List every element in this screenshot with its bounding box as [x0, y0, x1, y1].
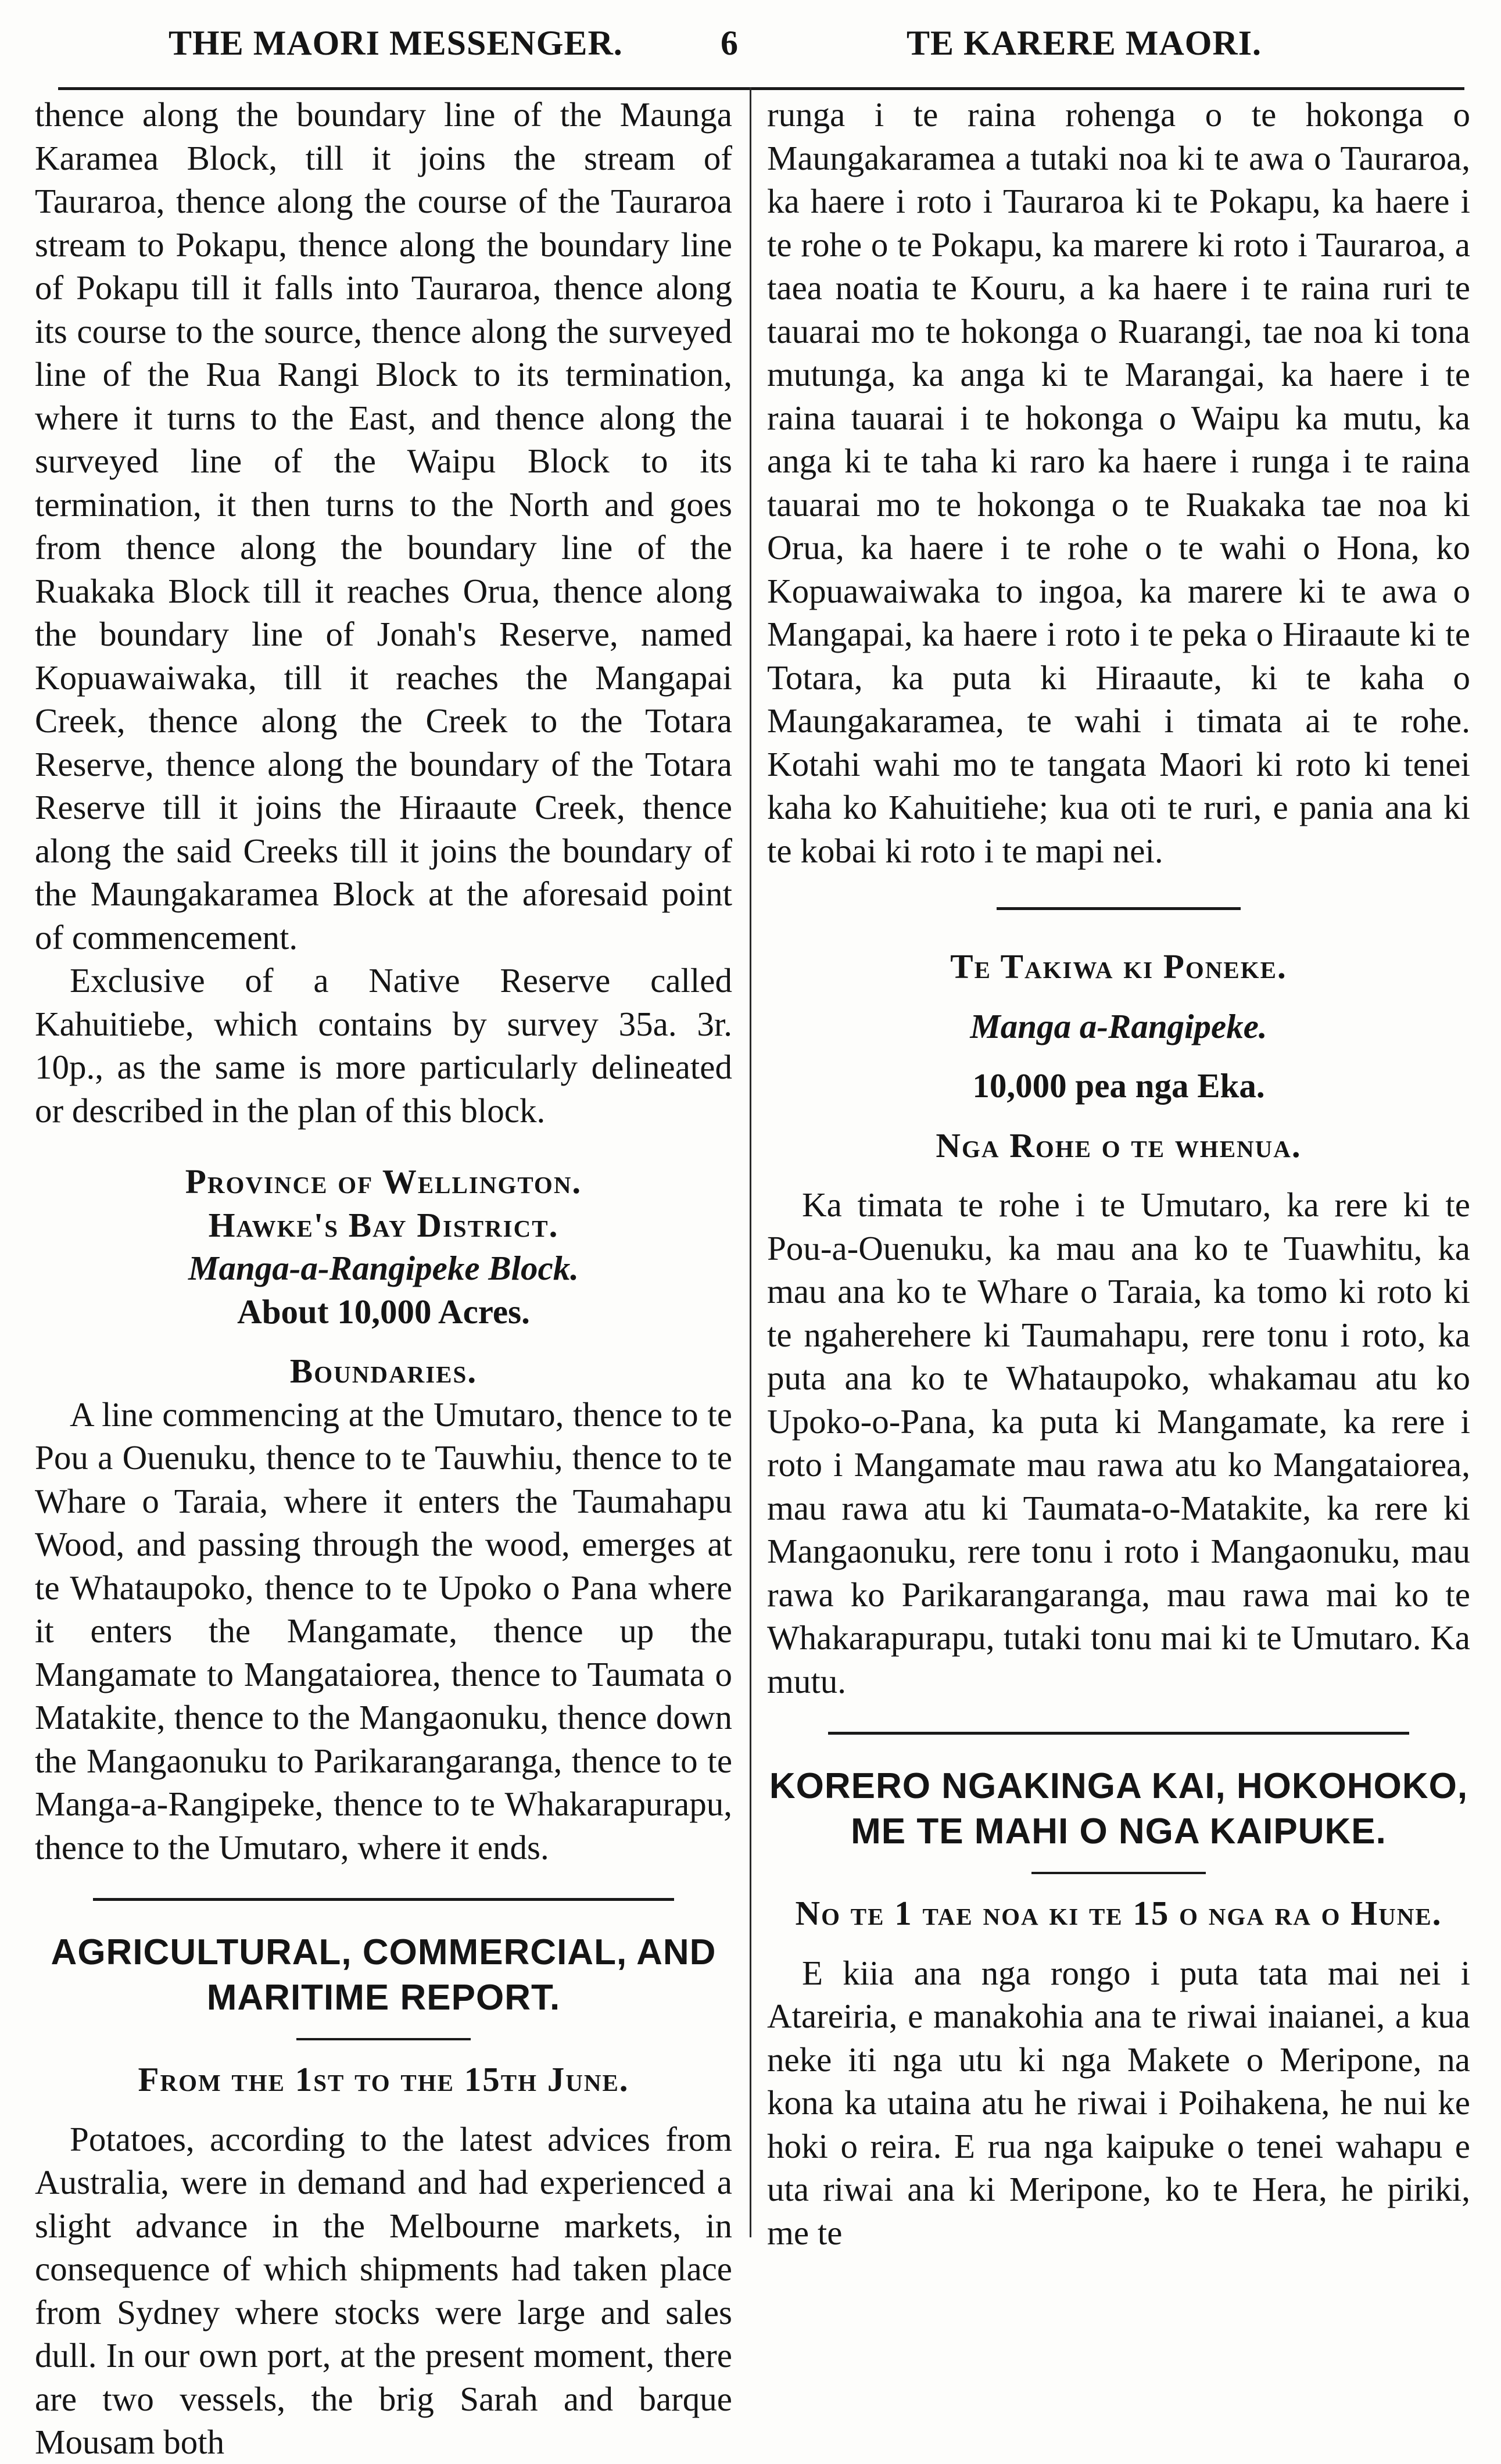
report-paragraph: Potatoes, according to the latest advices from Australia, were in demand and had experienced a slight advance in the Melbourne markets, in consequence of which shipments had taken place from Sydney where stocks were large and sales dull. In our own port, at the present moment, there are two vessels, the brig Sarah and barque Mousam both: [35, 2119, 732, 2461]
heading-rule: [1031, 1872, 1206, 1874]
page-header: [0, 0, 1501, 93]
section-rule: [93, 1898, 674, 1901]
report-dates-maori: No te 1 tae noa ki te 15 o nga ra o Hune.: [795, 1894, 1442, 1932]
exclusive-reserve-paragraph: Exclusive of a Native Reserve called Kahuitiebe, which contains by survey 35a. 3r. 10p., as the same is more particularly delineated or described in the plan of this block.: [35, 961, 732, 1130]
report-dates: From the 1st to the 15th June.: [138, 2060, 629, 2098]
column-divider: [750, 87, 751, 2237]
report-paragraph-maori: E kiia ana nga rongo i puta tata mai nei i Atareiria, e manakohia ana te riwai inaianei, a kua neke iti nga utu ki nga Makete o Meripone, na kona ka utaina atu he riwai i Poihakena, he nui ke hoki o reira. E rua nga kaipuke o tenei wahapu e uta riwai ana ki Meripone, ko te Hera, he piriki, me te: [767, 1953, 1470, 2252]
report-heading-maori: KORERO NGAKINGA KAI, HOKOHOKO, ME TE MAHI O NGA KAIPUKE.: [769, 1766, 1468, 1851]
block-name-maori: Manga a-Rangipeke.: [970, 1007, 1267, 1045]
acreage-maori: 10,000 pea nga Eka.: [972, 1066, 1265, 1105]
district-heading: Hawke's Bay District.: [208, 1205, 559, 1244]
takiwa-heading: Te Takiwa ki Poneke.: [950, 947, 1287, 986]
province-heading: Province of Wellington.: [185, 1162, 582, 1201]
section-rule: [828, 1732, 1409, 1735]
rohe-continuation-paragraph: runga i te raina rohenga o te hokonga o Maungakaramea a tutaki noa ki te awa o Tauraroa, ka haere i roto i Tauraroa ki te Pokapu, ka haere i te rohe o te Pokapu, ka marere ki roto i Tauraroa, a taea noatia te Kouru, a ka haere i te raina ruri te tauarai mo te hokonga o Ruarangi, tae noa ki tona mutunga, ka anga ki te Marangai, ka haere i te raina tauarai i te hokonga o Waipu ka mutu, ka anga ki te taha ki raro ka haere i runga i te raina tauarai mo te hokonga o te Ruakaka tae noa ki Orua, ka haere i te rohe o te wahi o Hona, ko Kopuawaiwaka to ingoa, ka marere ki te awa o Mangapai, ka haere i roto i te peka o Hiraaute ki te Totara, ka puta ki Hiraaute, ki te kaha o Maungakaramea, te wahi i timata ai te rohe. Kotahi wahi mo te tangata Maori ki roto ki tenei kaha ko Kahuitiehe; kua oti te ruri, e pania ana ki te kobai ki roto i te mapi nei.: [767, 95, 1470, 870]
heading-rule: [296, 2038, 471, 2040]
block-name: Manga-a-Rangipeke Block.: [188, 1249, 579, 1287]
section-rule: [997, 907, 1241, 910]
rohe-heading: Nga Rohe o te whenua.: [936, 1126, 1302, 1165]
header-english-title: THE MAORI MESSENGER.: [169, 24, 623, 62]
boundaries-heading: Boundaries.: [289, 1352, 478, 1390]
header-rule: [58, 87, 1464, 90]
maori-column: [767, 93, 1470, 2252]
acreage: About 10,000 Acres.: [237, 1292, 530, 1331]
boundaries-paragraph: A line commencing at the Umutaro, thence to te Pou a Ouenuku, thence to te Tauwhiu, thence to te Whare o Taraia, where it enters the Taumahapu Wood, and passing through the wood, emerges at te Whataupoko, thence to te Upoko o Pana where it enters the Mangamate, thence up the Mangamate to Mangataiorea, thence to Taumata o Matakite, thence to the Mangaonuku, thence down the Mangaonuku to Parikarangaranga, thence to te Manga-a-Rangipeke, thence to te Whakarapurapu, thence to the Umutaro, where it ends.: [35, 1395, 732, 1867]
english-column: [35, 93, 732, 2461]
report-heading: AGRICULTURAL, COMMERCIAL, AND MARITIME REPORT.: [51, 1932, 717, 2018]
header-maori-title: TE KARERE MAORI.: [907, 24, 1262, 62]
page-number: 6: [721, 24, 739, 62]
rohe-paragraph: Ka timata te rohe i te Umutaro, ka rere ki te Pou-a-Ouenuku, ka mau ana ko te Tuawhitu, ka mau ana ko te Whare o Taraia, ka tomo ki roto ki te ngaherehere ki Taumahapu, rere tonu i roto, ka puta ana ko te Whataupoko, whakamau atu ko Upoko-o-Pana, ka puta ki Mangamate, ka rere i roto i Mangamate mau rawa atu ko Mangataiorea, mau rawa atu ki Taumata-o-Matakite, ka rere ki Mangaonuku, rere tonu i roto i Mangaonuku, mau rawa ko Parikarangaranga, mau rawa mai ko te Whakarapurapu, tutaki tonu mai ki te Umutaro. Ka mutu.: [767, 1186, 1470, 1700]
boundary-continuation-paragraph: thence along the boundary line of the Maunga Karamea Block, till it joins the stream of Tauraroa, thence along the course of the Tauraroa stream to Pokapu, thence along the boundary line of Pokapu till it falls into Tauraroa, thence along its course to the source, thence along the surveyed line of the Rua Rangi Block to its termination, where it turns to the East, and thence along the surveyed line of the Waipu Block to its termination, it then turns to the North and goes from thence along the boundary line of the Ruakaka Block till it reaches Orua, thence along the boundary line of Jonah's Reserve, named Kopuawaiwaka, till it reaches the Mangapai Creek, thence along the Creek to the Totara Reserve, thence along the boundary of the Totara Reserve till it joins the Hiraaute Creek, thence along the said Creeks till it joins the boundary of the Maungakaramea Block at the aforesaid point of commencement.: [35, 95, 732, 957]
